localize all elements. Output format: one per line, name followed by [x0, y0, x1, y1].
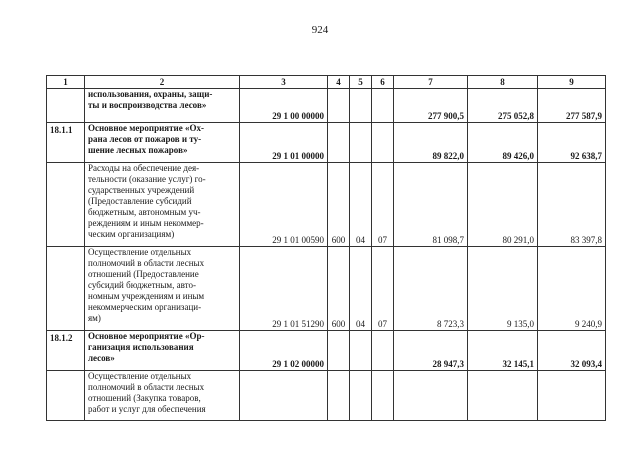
row-year1-cell: 81 098,7 — [394, 163, 468, 247]
row-name-line: сударственных учреждений — [88, 185, 195, 195]
row-name-line: тельности (оказание услуг) го- — [88, 174, 206, 184]
table-row — [47, 163, 606, 247]
row-code-cell: 18.1.1 — [47, 123, 85, 163]
row-year1-cell: 277 900,5 — [394, 89, 468, 123]
row-name-line: номным учреждениям и иным — [88, 291, 205, 301]
row-vr-cell — [328, 371, 350, 421]
row-code-cell: 18.1.2 — [47, 331, 85, 371]
row-pr-cell: 07 — [372, 163, 394, 247]
row-name-line: бюджетным, автономным уч- — [88, 207, 201, 217]
row-name-line: отношений (Закупка товаров, — [88, 393, 201, 403]
row-kcsr-cell — [240, 371, 328, 421]
row-vr-cell: 600 — [328, 163, 350, 247]
row-year3-cell: 32 093,4 — [538, 331, 606, 371]
table-row — [47, 89, 606, 123]
row-name-line: полномочий в области лесных — [88, 382, 205, 392]
row-code-cell — [47, 247, 85, 331]
row-kcsr-cell: 29 1 02 00000 — [240, 331, 328, 371]
table-row — [47, 123, 606, 163]
row-pr-cell — [372, 371, 394, 421]
row-year3-cell: 9 240,9 — [538, 247, 606, 331]
header-cell: 4 — [328, 76, 350, 89]
row-kcsr-cell: 29 1 01 00590 — [240, 163, 328, 247]
header-cell: 7 — [394, 76, 468, 89]
row-name-cell — [85, 371, 240, 421]
row-year1-cell: 8 723,3 — [394, 247, 468, 331]
row-name-line: некоммерческим организаци- — [88, 302, 202, 312]
row-name-cell — [85, 89, 240, 123]
header-cell: 8 — [468, 76, 538, 89]
row-name-line: Основное мероприятие «Ор- — [88, 331, 205, 341]
table-row — [47, 371, 606, 421]
row-name-line: (Предоставление субсидий — [88, 196, 192, 206]
row-rz-cell — [350, 123, 372, 163]
row-name-line: рана лесов от пожаров и ту- — [88, 134, 202, 144]
row-name-line: Осуществление отдельных — [88, 247, 192, 257]
row-kcsr-cell: 29 1 01 00000 — [240, 123, 328, 163]
row-name-line: Осуществление отдельных — [88, 371, 192, 381]
row-name-line: шение лесных пожаров» — [88, 145, 188, 155]
header-cell: 6 — [372, 76, 394, 89]
row-rz-cell — [350, 331, 372, 371]
row-code-cell — [47, 371, 85, 421]
row-year2-cell — [468, 371, 538, 421]
header-cell: 1 — [47, 76, 85, 89]
header-cell: 9 — [538, 76, 606, 89]
row-year3-cell: 83 397,8 — [538, 163, 606, 247]
header-cell: 2 — [85, 76, 240, 89]
page-number: 924 — [311, 24, 329, 36]
row-pr-cell — [372, 331, 394, 371]
row-year2-cell: 275 052,8 — [468, 89, 538, 123]
row-rz-cell: 04 — [350, 163, 372, 247]
row-name-cell — [85, 163, 240, 247]
row-year2-cell: 9 135,0 — [468, 247, 538, 331]
row-name-line: ты и воспроизводства лесов» — [88, 100, 207, 110]
row-year2-cell: 80 291,0 — [468, 163, 538, 247]
row-name-line: Основное мероприятие «Ох- — [88, 123, 204, 133]
row-year1-cell: 28 947,3 — [394, 331, 468, 371]
row-name-line: лесов» — [88, 353, 115, 363]
row-year2-cell: 89 426,0 — [468, 123, 538, 163]
row-name-cell — [85, 123, 240, 163]
header-cell: 5 — [350, 76, 372, 89]
budget-table — [46, 75, 606, 421]
row-name-line: ганизация использования — [88, 342, 194, 352]
row-pr-cell — [372, 123, 394, 163]
row-year3-cell: 92 638,7 — [538, 123, 606, 163]
row-pr-cell — [372, 89, 394, 123]
row-name-line: ческим организациям) — [88, 229, 175, 239]
row-vr-cell: 600 — [328, 247, 350, 331]
row-name-cell — [85, 247, 240, 331]
table-header-row — [47, 76, 606, 89]
row-name-line: ям) — [88, 313, 101, 323]
row-year3-cell: 277 587,9 — [538, 89, 606, 123]
row-name-line: полномочий в области лесных — [88, 258, 205, 268]
row-year3-cell — [538, 371, 606, 421]
row-kcsr-cell: 29 1 01 51290 — [240, 247, 328, 331]
row-year1-cell — [394, 371, 468, 421]
row-vr-cell — [328, 123, 350, 163]
table-row — [47, 331, 606, 371]
row-code-cell — [47, 163, 85, 247]
row-name-line: Расходы на обеспечение дея- — [88, 163, 200, 173]
row-pr-cell: 07 — [372, 247, 394, 331]
table-row — [47, 247, 606, 331]
row-year1-cell: 89 822,0 — [394, 123, 468, 163]
row-rz-cell: 04 — [350, 247, 372, 331]
row-name-line: работ и услуг для обеспечения — [88, 404, 206, 414]
row-vr-cell — [328, 89, 350, 123]
row-name-cell — [85, 331, 240, 371]
row-kcsr-cell: 29 1 00 00000 — [240, 89, 328, 123]
row-name-line: использования, охраны, защи- — [88, 89, 213, 99]
row-rz-cell — [350, 371, 372, 421]
row-rz-cell — [350, 89, 372, 123]
row-year2-cell: 32 145,1 — [468, 331, 538, 371]
row-vr-cell — [328, 331, 350, 371]
row-name-line: реждениям и иным некоммер- — [88, 218, 204, 228]
header-cell: 3 — [240, 76, 328, 89]
row-code-cell — [47, 89, 85, 123]
row-name-line: субсидий бюджетным, авто- — [88, 280, 196, 290]
row-name-line: отношений (Предоставление — [88, 269, 199, 279]
